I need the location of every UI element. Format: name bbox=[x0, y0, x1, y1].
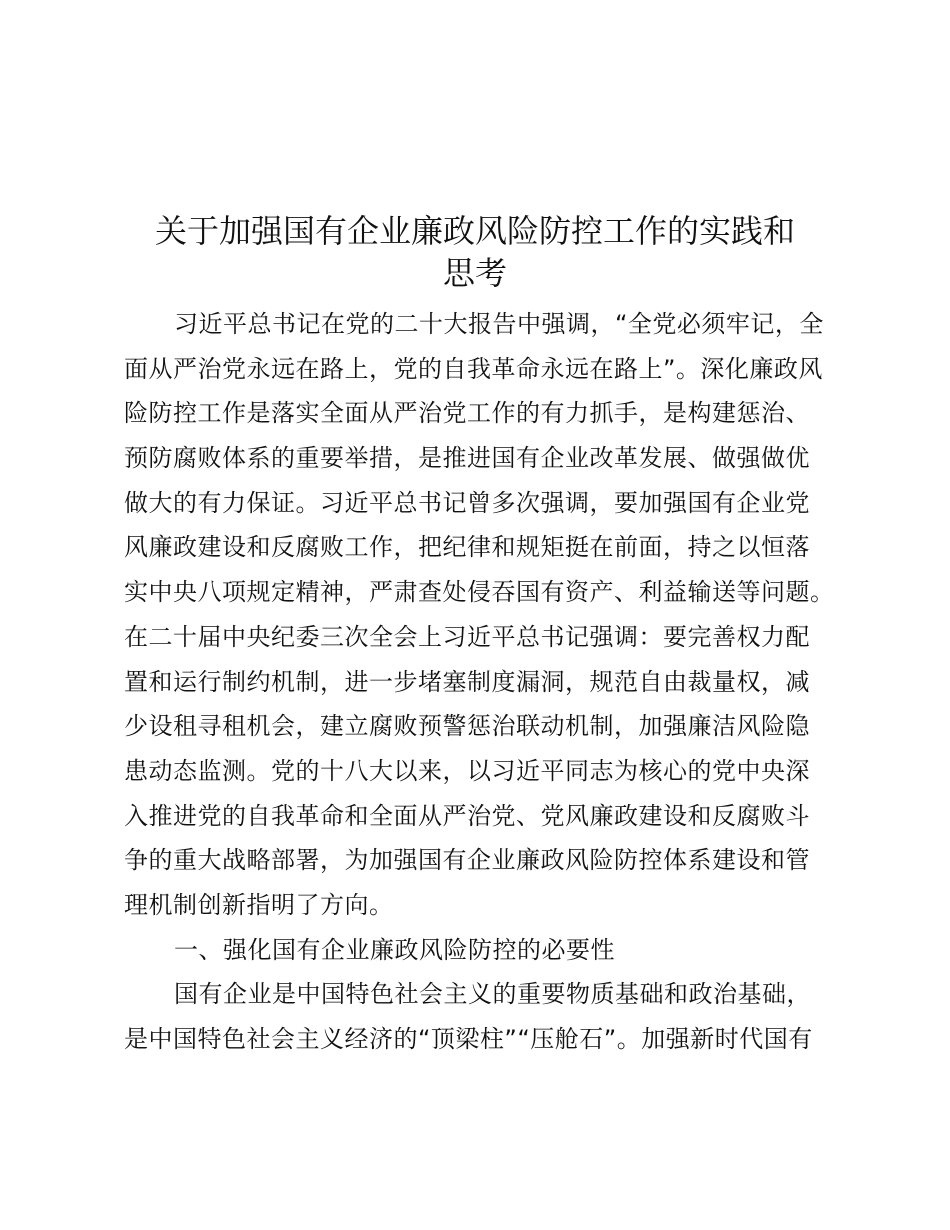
text-line: 做大的有力保证。习近平总书记曾多次强调，要加强国有企业党 bbox=[124, 488, 810, 517]
text-line: 理机制创新指明了方向。 bbox=[124, 890, 394, 919]
text-line: 习近平总书记在党的二十大报告中强调，“全党必须牢记，全 bbox=[174, 310, 824, 338]
document-body bbox=[124, 302, 884, 1062]
title-line: 关于加强国有企业廉政风险防控工作的实践和 bbox=[154, 212, 795, 250]
paragraph-2 bbox=[124, 972, 884, 1061]
text-line: 预防腐败体系的重要举措，是推进国有企业改革发展、做强做优 bbox=[124, 444, 810, 473]
text-line: 置和运行制约机制，进一步堵塞制度漏洞，规范自由裁量权，减 bbox=[124, 667, 810, 696]
section-heading: 一、强化国有企业廉政风险防控的必要性 bbox=[174, 935, 615, 964]
text-line: 险防控工作是落实全面从严治党工作的有力抓手，是构建惩治、 bbox=[124, 399, 810, 428]
text-line: 在二十届中央纪委三次全会上习近平总书记强调：要完善权力配 bbox=[124, 622, 810, 651]
text-line: 风廉政建设和反腐败工作，把纪律和规矩挺在前面，持之以恒落 bbox=[124, 533, 810, 562]
text-line: 面从严治党永远在路上，党的自我革命永远在路上”。深化廉政风 bbox=[124, 354, 823, 383]
title-line: 思考 bbox=[442, 254, 507, 292]
text-line: 争的重大战略部署，为加强国有企业廉政风险防控体系建设和管 bbox=[124, 846, 810, 875]
text-line: 是中国特色社会主义经济的“顶梁柱”“压舱石”。加强新时代国有 bbox=[124, 1025, 813, 1053]
text-line: 实中央八项规定精神，严肃查处侵吞国有资产、利益输送等问题。 bbox=[124, 578, 835, 607]
text-line: 少设租寻租机会，建立腐败预警惩治联动机制，加强廉洁风险隐 bbox=[124, 712, 810, 741]
text-line: 入推进党的自我革命和全面从严治党、党风廉政建设和反腐败斗 bbox=[124, 801, 810, 830]
document-title bbox=[60, 210, 890, 294]
text-line: 患动态监测。党的十八大以来，以习近平同志为核心的党中央深 bbox=[124, 756, 810, 785]
text-line: 国有企业是中国特色社会主义的重要物质基础和政治基础， bbox=[174, 980, 811, 1009]
paragraph-1 bbox=[124, 302, 884, 928]
